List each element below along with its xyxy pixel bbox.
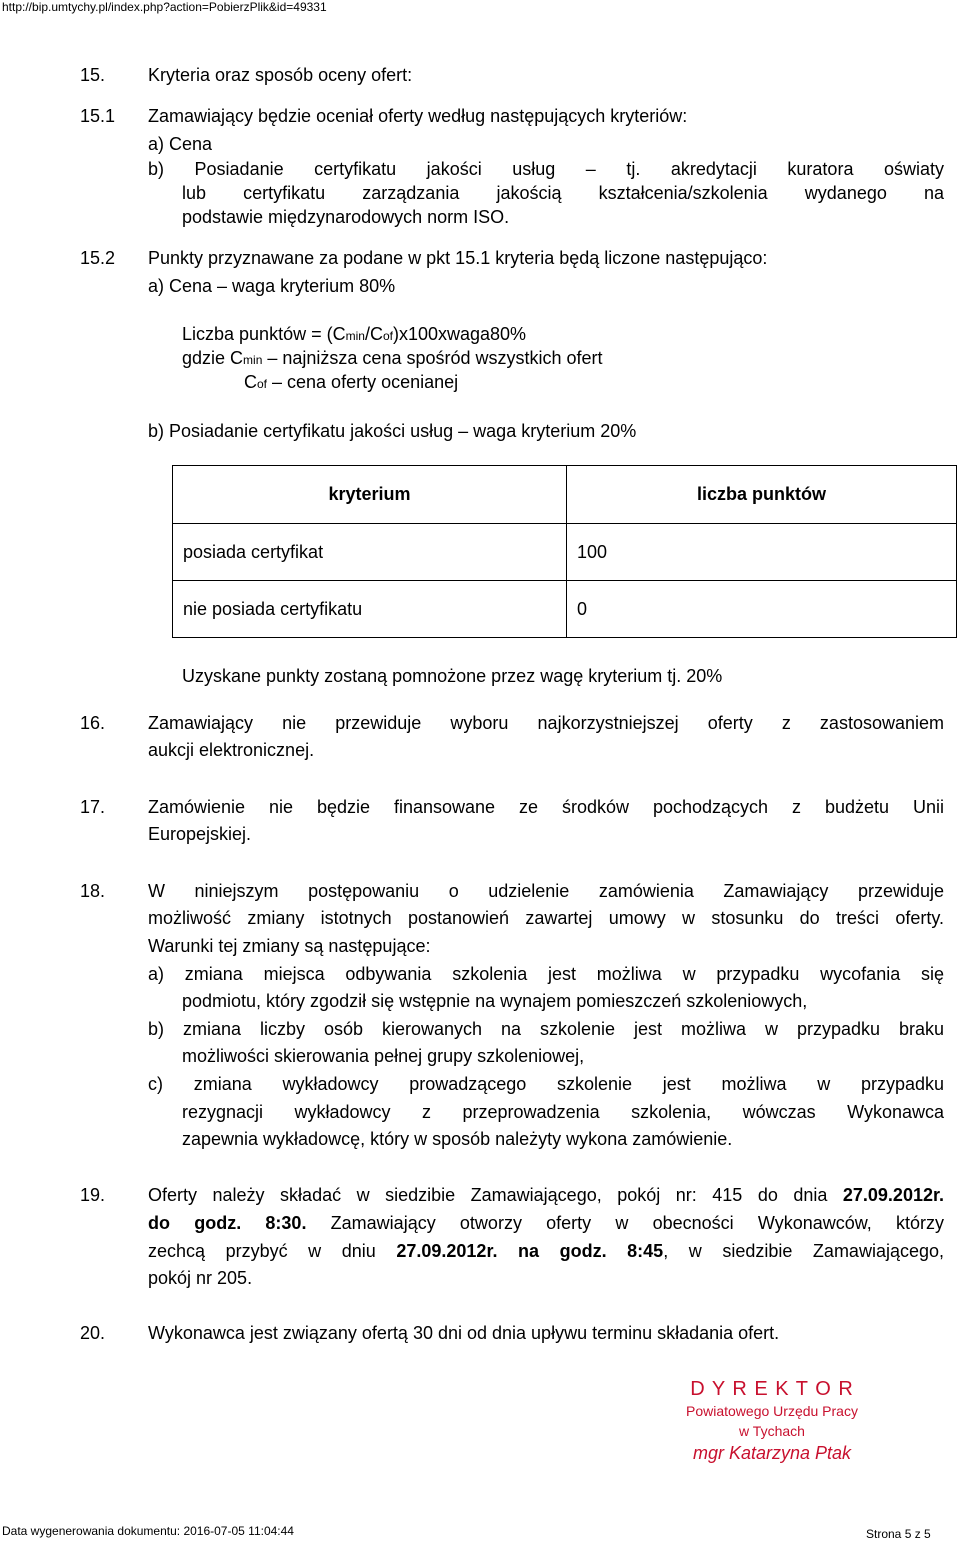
section-20-number: 20. [80,1323,106,1343]
condition-c-line3: zapewnia wykładowcę, który w sposób należyty wykona zamówienie. [182,1129,733,1149]
section-15-2-text: Punkty przyznawane za podane w pkt 15.1 kryteria będą liczone następująco: [148,248,768,268]
criterion-a-price: a) Cena [148,134,213,154]
section-19-number: 19. [80,1185,106,1205]
signature-name: mgr Katarzyna Ptak [692,1443,852,1463]
section-16-line2: aukcji elektronicznej. [148,740,315,760]
criterion-b-line3: podstawie międzynarodowych norm ISO. [182,207,510,227]
points-multiplied-note: Uzyskane punkty zostaną pomnożone przez wagę kryterium tj. 20% [182,666,723,686]
source-url: http://bip.umtychy.pl/index.php?action=PobierzPlik&id=49331 [2,0,327,14]
section-15-number: 15. [80,65,106,85]
condition-c-line2: rezygnacji wykładowcy z przeprowadzenia szkolenia, wówczas Wykonawca [182,1102,944,1122]
certificate-weight: b) Posiadanie certyfikatu jakości usług – waga kryterium 20% [148,421,637,441]
section-18-line1: W niniejszym postępowaniu o udzielenie zamówienia Zamawiający przewiduje [148,881,944,901]
signature-title: D Y R E K T O R [690,1378,854,1400]
generation-date: Data wygenerowania dokumentu: 2016-07-05 11:04:44 [2,1524,294,1538]
table-row [173,581,957,638]
section-16-line1: Zamawiający nie przewiduje wyboru najkorzystniejszej oferty z zastosowaniem [148,713,944,733]
section-15-title: Kryteria oraz sposób oceny ofert: [148,65,413,85]
condition-c-line1: c) zmiana wykładowcy prowadzącego szkolenie jest możliwa w przypadku [148,1074,944,1094]
section-19-line4: pokój nr 205. [148,1268,253,1288]
table-cell: 100 [567,524,957,581]
table-header-row [173,466,957,524]
formula-cof-definition: Cof – cena oferty ocenianej [244,372,459,392]
table-header-points: liczba punktów [567,466,957,524]
criterion-b-line1: b) Posiadanie certyfikatu jakości usług – tj. akredytacji kuratora oświaty [148,159,944,179]
section-18-line2: możliwość zmiany istotnych postanowień zawartej umowy w stosunku do treści oferty. [148,908,944,928]
table-cell: 0 [567,581,957,638]
section-17-line1: Zamówienie nie będzie finansowane ze środków pochodzących z budżetu Unii [148,797,944,817]
points-formula: Liczba punktów = (Cmin/Cof)x100xwaga80% [182,324,527,344]
section-16-number: 16. [80,713,106,733]
section-19-line1: Oferty należy składać w siedzibie Zamawiającego, pokój nr: 415 do dnia 27.09.2012r. [148,1185,944,1205]
condition-a-line2: podmiotu, który zgodził się wstępnie na wynajem pomieszczeń szkoleniowych, [182,991,808,1011]
signature-office: Powiatowego Urzędu Pracy [686,1403,858,1419]
section-18-number: 18. [80,881,106,901]
condition-b-line1: b) zmiana liczby osób kierowanych na szkolenie jest możliwa w przypadku braku [148,1019,944,1039]
table-cell: nie posiada certyfikatu [173,581,567,638]
section-19-line3: zechcą przybyć w dniu 27.09.2012r. na godz. 8:45, w siedzibie Zamawiającego, [148,1241,944,1261]
formula-cmin-definition: gdzie Cmin – najniższa cena spośród wszystkich ofert [182,348,603,368]
criterion-b-line2: lub certyfikatu zarządzania jakością kształcenia/szkolenia wydanego na [182,183,944,203]
criteria-table [172,465,957,638]
price-weight: a) Cena – waga kryterium 80% [148,276,396,296]
condition-a-line1: a) zmiana miejsca odbywania szkolenia jest możliwa w przypadku wycofania się [148,964,944,984]
section-15-1-number: 15.1 [80,106,116,126]
table-cell: posiada certyfikat [173,524,567,581]
section-20-text: Wykonawca jest związany ofertą 30 dni od dnia upływu terminu składania ofert. [148,1323,780,1343]
condition-b-line2: możliwości skierowania pełnej grupy szkoleniowej, [182,1046,585,1066]
section-15-2-number: 15.2 [80,248,116,268]
section-17-number: 17. [80,797,106,817]
signature-city: w Tychach [739,1423,805,1439]
section-18-line3: Warunki tej zmiany są następujące: [148,936,431,956]
table-row [173,524,957,581]
section-19-line2: do godz. 8:30. Zamawiający otworzy oferty w obecności Wykonawców, którzy [148,1213,944,1233]
section-15-1-text: Zamawiający będzie oceniał oferty według następujących kryteriów: [148,106,688,126]
page-number: Strona 5 z 5 [866,1527,931,1541]
table-header-criterion: kryterium [173,466,567,524]
section-17-line2: Europejskiej. [148,824,252,844]
